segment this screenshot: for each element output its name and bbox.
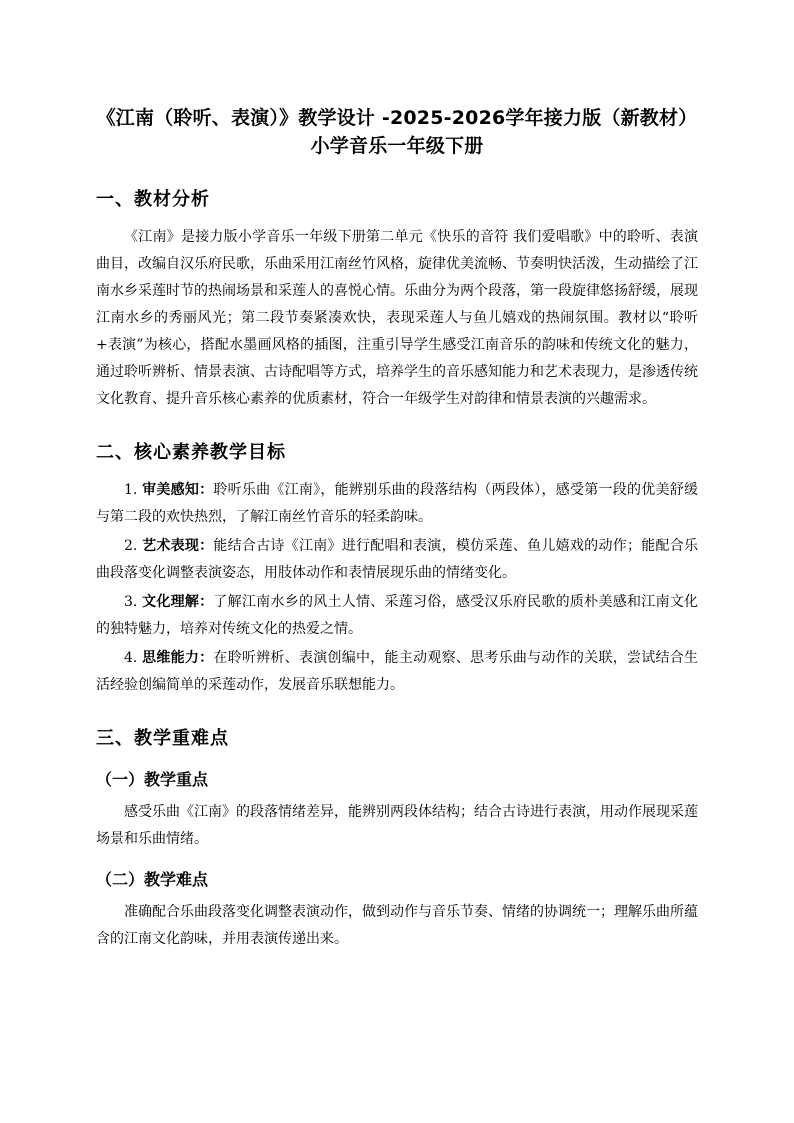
goal-number: 2. <box>124 538 138 554</box>
section-heading-key-points: 三、教学重难点 <box>96 728 229 749</box>
goal-item-cultural <box>96 589 698 643</box>
goal-label: 审美感知： <box>142 482 214 498</box>
goal-text: 了解江南水乡的风土人情、采莲习俗，感受汉乐府民歌的质朴美感和江南文化的独特魅力，培养对传统文化的热爱之情。 <box>96 594 699 637</box>
material-analysis-paragraph: 《江南》是接力版小学音乐一年级下册第二单元《快乐的音符 我们爱唱歌》中的聆听、表演曲目，改编自汉乐府民歌，乐曲采用江南丝竹风格，旋律优美流畅、节奏明快活泼，生动描绘了江南水乡采莲时节的热闹场景和采莲人的喜悦心情。乐曲分为两个段落，第一段旋律悠扬舒缓，展现江南水乡的秀丽风光；第二段节奏紧凑欢快，表现采莲人与鱼儿嬉戏的热闹氛围。教材以“聆听+表演”为核心，搭配水墨画风格的插图，注重引导学生感受江南音乐的韵味和传统文化的魅力，通过聆听辨析、情景表演、古诗配唱等方式，培养学生的音乐感知能力和艺术表现力，是渗透传统文化教育、提升音乐核心素养的优质素材，符合一年级学生对韵律和情景表演的兴趣需求。 <box>96 229 698 407</box>
goal-text: 聆听乐曲《江南》，能辨别乐曲的段落结构（两段体），感受第一段的优美舒缓与第二段的欢快热烈，了解江南丝竹音乐的轻柔韵味。 <box>96 482 699 525</box>
goal-item-thinking <box>96 645 698 699</box>
focus-paragraph: 感受乐曲《江南》的段落情绪差异，能辨别两段体结构；结合古诗进行表演，用动作展现采莲场景和乐曲情绪。 <box>96 804 698 847</box>
goal-number: 1. <box>124 482 138 498</box>
subsection-heading-focus: （一）教学重点 <box>96 770 209 789</box>
goal-label: 文化理解： <box>142 594 214 610</box>
section-heading-teaching-goals: 二、核心素养教学目标 <box>96 442 286 463</box>
goal-number: 4. <box>124 650 138 666</box>
document-title: 《江南（聆听、表演）》教学设计 -2025-2026学年接力版（新教材）小学音乐一年级下册 <box>96 107 698 157</box>
goal-text: 在聆听辨析、表演创编中，能主动观察、思考乐曲与动作的关联，尝试结合生活经验创编简单的采莲动作，发展音乐联想能力。 <box>96 650 699 693</box>
difficulty-paragraph: 准确配合乐曲段落变化调整表演动作，做到动作与音乐节奏、情绪的协调统一；理解乐曲所蕴含的江南文化韵味，并用表演传递出来。 <box>96 904 698 947</box>
goal-number: 3. <box>124 594 138 610</box>
goal-label: 思维能力： <box>142 650 214 666</box>
goal-label: 艺术表现： <box>142 538 214 554</box>
goal-text: 能结合古诗《江南》进行配唱和表演，模仿采莲、鱼儿嬉戏的动作；能配合乐曲段落变化调整表演姿态，用肢体动作和表情展现乐曲的情绪变化。 <box>96 538 699 581</box>
subsection-heading-difficulty: （二）教学难点 <box>96 870 209 889</box>
goal-item-aesthetic <box>96 477 698 531</box>
section-heading-material-analysis: 一、教材分析 <box>96 189 210 210</box>
goal-item-artistic <box>96 533 698 587</box>
